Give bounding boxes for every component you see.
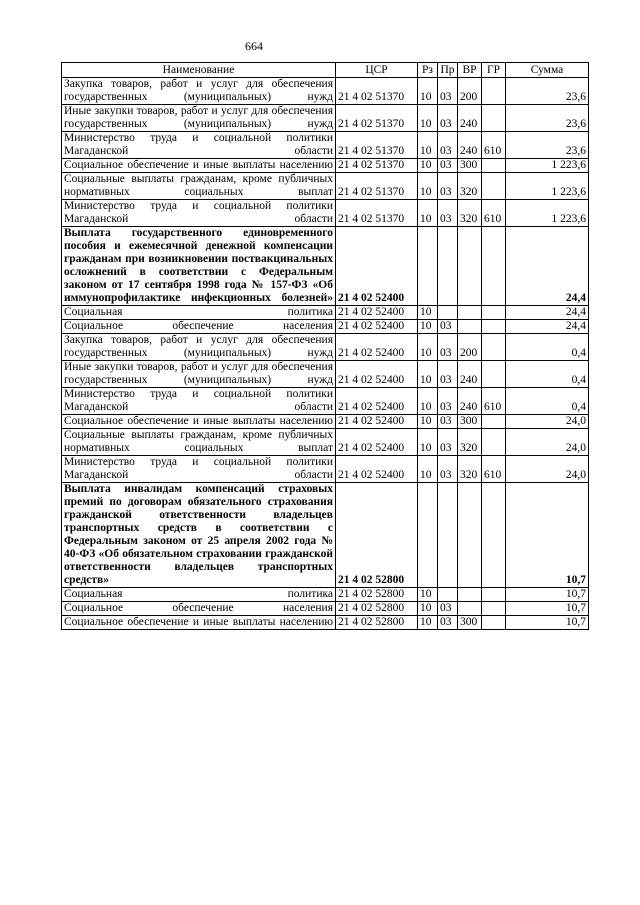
cell-name: Иные закупки товаров, работ и услуг для обеспечения государственных (муниципальных) нужд	[62, 105, 336, 132]
table-row	[62, 429, 589, 456]
cell-csr: 21 4 02 52400	[336, 415, 418, 429]
cell-pr: 03	[438, 334, 458, 361]
cell-pr	[438, 483, 458, 588]
cell-gr	[482, 483, 506, 588]
cell-gr	[482, 105, 506, 132]
cell-sum: 1 223,6	[506, 173, 589, 200]
header-vr: ВР	[458, 63, 482, 78]
table-row	[62, 602, 589, 616]
cell-sum: 0,4	[506, 388, 589, 415]
table-row	[62, 78, 589, 105]
cell-gr	[482, 320, 506, 334]
header-csr: ЦСР	[336, 63, 418, 78]
cell-rz	[418, 227, 438, 306]
cell-gr	[482, 306, 506, 320]
cell-name: Социальные выплаты гражданам, кроме публичных нормативных социальных выплат	[62, 429, 336, 456]
cell-vr: 320	[458, 173, 482, 200]
cell-gr: 610	[482, 200, 506, 227]
cell-name: Социальное обеспечение населения	[62, 602, 336, 616]
cell-rz: 10	[418, 616, 438, 630]
cell-rz: 10	[418, 320, 438, 334]
table-row	[62, 227, 589, 306]
cell-gr: 610	[482, 456, 506, 483]
cell-sum: 10,7	[506, 602, 589, 616]
cell-vr: 240	[458, 388, 482, 415]
cell-vr: 300	[458, 159, 482, 173]
cell-sum: 0,4	[506, 361, 589, 388]
cell-name: Закупка товаров, работ и услуг для обеспечения государственных (муниципальных) нужд	[62, 78, 336, 105]
table-row	[62, 616, 589, 630]
cell-pr: 03	[438, 320, 458, 334]
cell-name: Социальная политика	[62, 588, 336, 602]
cell-pr: 03	[438, 78, 458, 105]
table-row	[62, 483, 589, 588]
cell-gr	[482, 415, 506, 429]
cell-sum: 10,7	[506, 616, 589, 630]
cell-sum: 24,0	[506, 429, 589, 456]
cell-pr	[438, 306, 458, 320]
cell-name: Министерство труда и социальной политики Магаданской области	[62, 456, 336, 483]
cell-pr: 03	[438, 602, 458, 616]
cell-gr	[482, 159, 506, 173]
cell-rz: 10	[418, 78, 438, 105]
cell-pr: 03	[438, 361, 458, 388]
cell-pr: 03	[438, 159, 458, 173]
cell-pr: 03	[438, 415, 458, 429]
cell-csr: 21 4 02 52400	[336, 388, 418, 415]
cell-name: Закупка товаров, работ и услуг для обеспечения государственных (муниципальных) нужд	[62, 334, 336, 361]
cell-vr: 320	[458, 200, 482, 227]
cell-csr: 21 4 02 52800	[336, 588, 418, 602]
table-row	[62, 456, 589, 483]
cell-vr: 320	[458, 456, 482, 483]
table-header-row	[62, 63, 589, 78]
cell-pr: 03	[438, 456, 458, 483]
cell-csr: 21 4 02 52400	[336, 361, 418, 388]
cell-csr: 21 4 02 51370	[336, 105, 418, 132]
cell-rz	[418, 483, 438, 588]
cell-sum: 24,4	[506, 306, 589, 320]
cell-csr: 21 4 02 51370	[336, 200, 418, 227]
cell-vr: 200	[458, 78, 482, 105]
cell-name: Министерство труда и социальной политики Магаданской области	[62, 388, 336, 415]
cell-pr: 03	[438, 200, 458, 227]
cell-pr: 03	[438, 105, 458, 132]
cell-name: Выплата государственного единовременного пособия и ежемесячной денежной компенсации гражданам при возникновении поствакцинальных осложнений в соответствии с Федеральным законом от 17 сентября 1998 года № 157-ФЗ «Об иммунопрофилактике инфекционных болезней»	[62, 227, 336, 306]
table-row	[62, 588, 589, 602]
cell-vr	[458, 320, 482, 334]
page-number: 664	[245, 39, 263, 53]
cell-rz: 10	[418, 415, 438, 429]
cell-name: Социальное обеспечение и иные выплаты населению	[62, 159, 336, 173]
cell-vr	[458, 588, 482, 602]
table-row	[62, 173, 589, 200]
cell-rz: 10	[418, 361, 438, 388]
cell-sum: 23,6	[506, 105, 589, 132]
cell-vr: 300	[458, 415, 482, 429]
cell-rz: 10	[418, 159, 438, 173]
cell-rz: 10	[418, 588, 438, 602]
table-row	[62, 320, 589, 334]
cell-rz: 10	[418, 132, 438, 159]
cell-csr: 21 4 02 52800	[336, 602, 418, 616]
cell-pr: 03	[438, 132, 458, 159]
cell-name: Социальное обеспечение населения	[62, 320, 336, 334]
cell-gr: 610	[482, 388, 506, 415]
cell-gr	[482, 227, 506, 306]
cell-name: Социальные выплаты гражданам, кроме публичных нормативных социальных выплат	[62, 173, 336, 200]
table-row	[62, 415, 589, 429]
cell-name: Социальное обеспечение и иные выплаты населению	[62, 415, 336, 429]
cell-name: Социальное обеспечение и иные выплаты населению	[62, 616, 336, 630]
cell-rz: 10	[418, 429, 438, 456]
cell-csr: 21 4 02 51370	[336, 173, 418, 200]
cell-csr: 21 4 02 51370	[336, 78, 418, 105]
cell-gr: 610	[482, 132, 506, 159]
cell-csr: 21 4 02 52400	[336, 320, 418, 334]
cell-sum: 24,0	[506, 415, 589, 429]
cell-sum: 1 223,6	[506, 200, 589, 227]
cell-pr	[438, 227, 458, 306]
cell-sum: 24,4	[506, 320, 589, 334]
cell-pr: 03	[438, 173, 458, 200]
cell-name: Иные закупки товаров, работ и услуг для обеспечения государственных (муниципальных) нужд	[62, 361, 336, 388]
cell-pr: 03	[438, 388, 458, 415]
cell-name: Министерство труда и социальной политики Магаданской области	[62, 132, 336, 159]
cell-gr	[482, 602, 506, 616]
cell-rz: 10	[418, 602, 438, 616]
cell-sum: 23,6	[506, 78, 589, 105]
table-row	[62, 334, 589, 361]
cell-sum: 10,7	[506, 483, 589, 588]
table-row	[62, 132, 589, 159]
cell-vr	[458, 483, 482, 588]
cell-gr	[482, 173, 506, 200]
header-rz: Рз	[418, 63, 438, 78]
cell-gr	[482, 616, 506, 630]
cell-gr	[482, 429, 506, 456]
cell-gr	[482, 334, 506, 361]
cell-vr	[458, 306, 482, 320]
cell-name: Министерство труда и социальной политики Магаданской области	[62, 200, 336, 227]
cell-vr: 200	[458, 334, 482, 361]
cell-sum: 24,4	[506, 227, 589, 306]
cell-gr	[482, 78, 506, 105]
table-row	[62, 361, 589, 388]
cell-rz: 10	[418, 306, 438, 320]
table-row	[62, 388, 589, 415]
table-row	[62, 105, 589, 132]
cell-csr: 21 4 02 52400	[336, 227, 418, 306]
table-row	[62, 159, 589, 173]
cell-sum: 23,6	[506, 132, 589, 159]
header-name: Наименование	[62, 63, 336, 78]
cell-rz: 10	[418, 105, 438, 132]
cell-vr: 240	[458, 132, 482, 159]
header-sum: Сумма	[506, 63, 589, 78]
budget-table	[61, 62, 589, 630]
cell-vr: 320	[458, 429, 482, 456]
cell-sum: 24,0	[506, 456, 589, 483]
cell-csr: 21 4 02 52800	[336, 616, 418, 630]
cell-rz: 10	[418, 334, 438, 361]
table-row	[62, 200, 589, 227]
cell-sum: 0,4	[506, 334, 589, 361]
cell-gr	[482, 361, 506, 388]
cell-rz: 10	[418, 456, 438, 483]
cell-pr: 03	[438, 429, 458, 456]
cell-csr: 21 4 02 52400	[336, 334, 418, 361]
cell-csr: 21 4 02 52800	[336, 483, 418, 588]
table-row	[62, 306, 589, 320]
cell-csr: 21 4 02 51370	[336, 159, 418, 173]
cell-vr	[458, 227, 482, 306]
cell-csr: 21 4 02 52400	[336, 306, 418, 320]
header-pr: Пр	[438, 63, 458, 78]
cell-csr: 21 4 02 51370	[336, 132, 418, 159]
cell-csr: 21 4 02 52400	[336, 456, 418, 483]
cell-vr: 240	[458, 361, 482, 388]
table-body	[62, 78, 589, 630]
cell-gr	[482, 588, 506, 602]
cell-vr: 300	[458, 616, 482, 630]
cell-name: Выплата инвалидам компенсаций страховых премий по договорам обязательного страхования гражданской ответственности владельцев транспортных средств в соответствии с Федеральным законом от 25 апреля 2002 года № 40-ФЗ «Об обязательном страховании гражданской ответственности владельцев транспортных средств»	[62, 483, 336, 588]
cell-pr: 03	[438, 616, 458, 630]
cell-csr: 21 4 02 52400	[336, 429, 418, 456]
cell-vr: 240	[458, 105, 482, 132]
cell-rz: 10	[418, 173, 438, 200]
cell-pr	[438, 588, 458, 602]
cell-sum: 10,7	[506, 588, 589, 602]
cell-name: Социальная политика	[62, 306, 336, 320]
cell-rz: 10	[418, 388, 438, 415]
cell-vr	[458, 602, 482, 616]
cell-rz: 10	[418, 200, 438, 227]
cell-sum: 1 223,6	[506, 159, 589, 173]
header-gr: ГР	[482, 63, 506, 78]
